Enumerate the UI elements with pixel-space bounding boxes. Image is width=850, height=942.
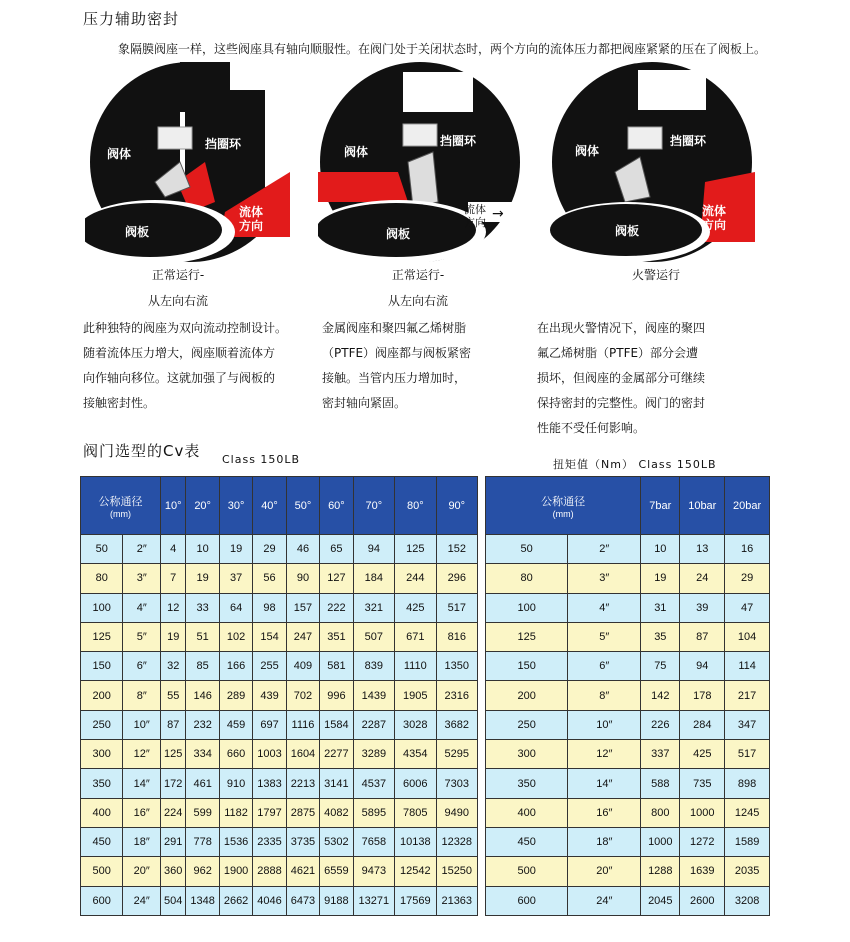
- table-row: [486, 535, 770, 564]
- table-cell: 459: [219, 710, 252, 739]
- table-cell: 29: [253, 535, 286, 564]
- table-cell: 1350: [436, 652, 477, 681]
- table-cell: 12542: [395, 857, 436, 886]
- cv-table-title: 阀门选型的Cv表: [83, 442, 201, 460]
- table-cell: 1000: [680, 798, 725, 827]
- table-cell: 16: [725, 535, 770, 564]
- table-row: [81, 857, 478, 886]
- table-row: [486, 710, 770, 739]
- cv-header-col: 80°: [395, 477, 436, 535]
- table-cell: 1383: [253, 769, 286, 798]
- valve-body-label: 阀体: [344, 145, 369, 159]
- table-cell: 2″: [123, 535, 161, 564]
- table-cell: 14″: [568, 769, 641, 798]
- table-cell: 217: [725, 681, 770, 710]
- table-cell: 10″: [568, 710, 641, 739]
- table-row: [81, 535, 478, 564]
- table-row: [81, 827, 478, 856]
- valve-seat-illustration: [550, 62, 755, 262]
- table-cell: 85: [186, 652, 219, 681]
- valve-disc-label: 阀板: [125, 225, 150, 239]
- retaining-ring-label: 挡圈环: [440, 134, 477, 148]
- table-cell: 735: [680, 769, 725, 798]
- table-row: [81, 798, 478, 827]
- valve-seat-illustration: [318, 62, 523, 262]
- table-cell: 47: [725, 593, 770, 622]
- table-cell: 507: [353, 622, 394, 651]
- table-cell: 98: [253, 593, 286, 622]
- table-cell: 439: [253, 681, 286, 710]
- table-cell: 7658: [353, 827, 394, 856]
- table-cell: 104: [725, 622, 770, 651]
- table-cell: 6559: [320, 857, 353, 886]
- table-cell: 3289: [353, 740, 394, 769]
- table-cell: 581: [320, 652, 353, 681]
- table-cell: 517: [725, 740, 770, 769]
- table-cell: 7805: [395, 798, 436, 827]
- table-cell: 800: [641, 798, 680, 827]
- table-cell: 19: [161, 622, 186, 651]
- table-cell: 125: [395, 535, 436, 564]
- table-cell: 778: [186, 827, 219, 856]
- table-cell: 24: [680, 564, 725, 593]
- table-cell: 114: [725, 652, 770, 681]
- table-cell: 6006: [395, 769, 436, 798]
- table-cell: 16″: [568, 798, 641, 827]
- table-cell: 3″: [123, 564, 161, 593]
- table-cell: 6473: [286, 886, 319, 915]
- table-cell: 125: [81, 622, 123, 651]
- table-cell: 1604: [286, 740, 319, 769]
- cv-class-label: Class 150LB: [222, 453, 301, 466]
- table-cell: 64: [219, 593, 252, 622]
- table-cell: 80: [81, 564, 123, 593]
- table-cell: 10: [186, 535, 219, 564]
- table-cell: 3682: [436, 710, 477, 739]
- table-cell: 3208: [725, 886, 770, 915]
- table-cell: 898: [725, 769, 770, 798]
- table-cell: 5″: [123, 622, 161, 651]
- table-cell: 200: [486, 681, 568, 710]
- table-row: [81, 622, 478, 651]
- table-cell: 839: [353, 652, 394, 681]
- retaining-ring-label: 挡圈环: [670, 134, 707, 148]
- table-cell: 33: [186, 593, 219, 622]
- table-cell: 1639: [680, 857, 725, 886]
- cv-header-size: 公称通径 (mm): [81, 477, 161, 535]
- table-cell: 450: [81, 827, 123, 856]
- table-row: [81, 710, 478, 739]
- table-cell: 4621: [286, 857, 319, 886]
- table-cell: 2888: [253, 857, 286, 886]
- table-row: [81, 740, 478, 769]
- table-cell: 20″: [568, 857, 641, 886]
- table-cell: 247: [286, 622, 319, 651]
- table-cell: 65: [320, 535, 353, 564]
- flow-direction-label: 流体方向: [238, 205, 263, 233]
- table-cell: 142: [641, 681, 680, 710]
- table-cell: 2335: [253, 827, 286, 856]
- table-cell: 1584: [320, 710, 353, 739]
- table-cell: 6″: [123, 652, 161, 681]
- table-cell: 500: [81, 857, 123, 886]
- retaining-ring-label: 挡圈环: [205, 137, 242, 151]
- table-cell: 2316: [436, 681, 477, 710]
- torque-header-size: 公称通径 (mm): [486, 477, 641, 535]
- table-row: [486, 798, 770, 827]
- table-cell: 1288: [641, 857, 680, 886]
- table-cell: 102: [219, 622, 252, 651]
- table-cell: 232: [186, 710, 219, 739]
- table-cell: 5295: [436, 740, 477, 769]
- table-cell: 300: [486, 740, 568, 769]
- table-cell: 94: [353, 535, 394, 564]
- table-cell: 4354: [395, 740, 436, 769]
- table-cell: 2213: [286, 769, 319, 798]
- table-cell: 1900: [219, 857, 252, 886]
- table-cell: 8″: [123, 681, 161, 710]
- table-cell: 347: [725, 710, 770, 739]
- cv-header-col: 10°: [161, 477, 186, 535]
- table-cell: 3″: [568, 564, 641, 593]
- table-cell: 600: [81, 886, 123, 915]
- table-cell: 350: [81, 769, 123, 798]
- table-cell: 9490: [436, 798, 477, 827]
- table-cell: 46: [286, 535, 319, 564]
- table-row: [486, 622, 770, 651]
- flow-direction-label: 流体方向: [701, 204, 726, 232]
- table-cell: 16″: [123, 798, 161, 827]
- table-cell: 599: [186, 798, 219, 827]
- table-cell: 55: [161, 681, 186, 710]
- table-cell: 51: [186, 622, 219, 651]
- table-cell: 80: [486, 564, 568, 593]
- table-cell: 697: [253, 710, 286, 739]
- table-cell: 10138: [395, 827, 436, 856]
- table-cell: 1905: [395, 681, 436, 710]
- table-cell: 461: [186, 769, 219, 798]
- table-row: [81, 564, 478, 593]
- table-cell: 4046: [253, 886, 286, 915]
- table-cell: 154: [253, 622, 286, 651]
- table-cell: 50: [81, 535, 123, 564]
- table-cell: 5895: [353, 798, 394, 827]
- table-cell: 296: [436, 564, 477, 593]
- table-cell: 12328: [436, 827, 477, 856]
- table-cell: 150: [81, 652, 123, 681]
- table-cell: 1245: [725, 798, 770, 827]
- table-cell: 504: [161, 886, 186, 915]
- table-cell: 178: [680, 681, 725, 710]
- table-cell: 409: [286, 652, 319, 681]
- table-cell: 127: [320, 564, 353, 593]
- table-row: [81, 769, 478, 798]
- table-cell: 10″: [123, 710, 161, 739]
- table-cell: 6″: [568, 652, 641, 681]
- table-cell: 1003: [253, 740, 286, 769]
- table-cell: 17569: [395, 886, 436, 915]
- torque-header-col: 10bar: [680, 477, 725, 535]
- table-cell: 14″: [123, 769, 161, 798]
- table-cell: 702: [286, 681, 319, 710]
- table-cell: 1439: [353, 681, 394, 710]
- cv-header-col: 90°: [436, 477, 477, 535]
- table-cell: 4″: [123, 593, 161, 622]
- cv-table: [80, 476, 478, 916]
- table-cell: 500: [486, 857, 568, 886]
- cv-header-col: 20°: [186, 477, 219, 535]
- table-row: [486, 564, 770, 593]
- flow-direction-label: 流体方向: [464, 203, 486, 229]
- table-cell: 100: [486, 593, 568, 622]
- table-cell: 4: [161, 535, 186, 564]
- table-cell: 15250: [436, 857, 477, 886]
- valve-body-label: 阀体: [107, 147, 132, 161]
- table-cell: 13: [680, 535, 725, 564]
- table-cell: 35: [641, 622, 680, 651]
- table-cell: 3141: [320, 769, 353, 798]
- table-cell: 2287: [353, 710, 394, 739]
- table-row: [486, 769, 770, 798]
- table-cell: 244: [395, 564, 436, 593]
- table-cell: 166: [219, 652, 252, 681]
- table-cell: 5″: [568, 622, 641, 651]
- table-cell: 125: [486, 622, 568, 651]
- cv-header-col: 70°: [353, 477, 394, 535]
- table-cell: 425: [395, 593, 436, 622]
- table-row: [486, 652, 770, 681]
- table-cell: 400: [486, 798, 568, 827]
- arrow-right-icon: →: [492, 206, 504, 222]
- valve-disc-label: 阀板: [615, 224, 640, 238]
- valve-disc-label: 阀板: [386, 227, 411, 241]
- table-cell: 255: [253, 652, 286, 681]
- table-cell: 289: [219, 681, 252, 710]
- torque-header-col: 7bar: [641, 477, 680, 535]
- table-cell: 18″: [123, 827, 161, 856]
- table-row: [81, 886, 478, 915]
- table-cell: 2035: [725, 857, 770, 886]
- table-cell: 450: [486, 827, 568, 856]
- table-cell: 4082: [320, 798, 353, 827]
- table-cell: 184: [353, 564, 394, 593]
- table-cell: 125: [161, 740, 186, 769]
- table-cell: 32: [161, 652, 186, 681]
- table-cell: 1797: [253, 798, 286, 827]
- table-cell: 9188: [320, 886, 353, 915]
- table-cell: 910: [219, 769, 252, 798]
- valve-diagram-pressure: [318, 62, 523, 262]
- table-cell: 31: [641, 593, 680, 622]
- table-cell: 37: [219, 564, 252, 593]
- table-cell: 100: [81, 593, 123, 622]
- caption-diagram-1: 正常运行- 从左向右流: [147, 268, 208, 308]
- table-cell: 1348: [186, 886, 219, 915]
- table-cell: 12″: [123, 740, 161, 769]
- valve-diagram-fire: [550, 62, 755, 262]
- table-cell: 2″: [568, 535, 641, 564]
- section-title: 压力辅助密封: [83, 10, 180, 28]
- caption-diagram-2: 正常运行- 从左向右流: [387, 268, 448, 308]
- table-row: [486, 740, 770, 769]
- table-cell: 816: [436, 622, 477, 651]
- table-cell: 29: [725, 564, 770, 593]
- description-2: 金属阀座和聚四氟乙烯树脂 （PTFE）阀座都与阀板紧密 接触。当管内压力增加时， 密封轴向紧固。: [322, 321, 472, 410]
- intro-text: 象隔膜阀座一样，这些阀座具有轴向顺服性。在阀门处于关闭状态时，两个方向的流体压力都把阀座紧紧的压在了阀板上。: [118, 42, 767, 56]
- table-cell: 12″: [568, 740, 641, 769]
- table-cell: 337: [641, 740, 680, 769]
- caption-diagram-3: 火警运行: [631, 268, 680, 282]
- table-cell: 226: [641, 710, 680, 739]
- table-cell: 146: [186, 681, 219, 710]
- description-1: 此种独特的阀座为双向流动控制设计。 随着流体压力增大，阀座顺着流体方 向作轴向移位。这就加强了与阀板的 接触密封性。: [83, 321, 288, 410]
- table-cell: 24″: [568, 886, 641, 915]
- table-cell: 2662: [219, 886, 252, 915]
- table-cell: 300: [81, 740, 123, 769]
- table-cell: 94: [680, 652, 725, 681]
- table-cell: 10: [641, 535, 680, 564]
- cv-header-col: 50°: [286, 477, 319, 535]
- table-cell: 1536: [219, 827, 252, 856]
- table-cell: 172: [161, 769, 186, 798]
- torque-table-title: 扭矩值（Nm） Class 150LB: [553, 458, 717, 471]
- table-row: [81, 593, 478, 622]
- table-cell: 87: [680, 622, 725, 651]
- table-cell: 8″: [568, 681, 641, 710]
- table-cell: 150: [486, 652, 568, 681]
- table-row: [486, 681, 770, 710]
- table-cell: 360: [161, 857, 186, 886]
- table-cell: 1000: [641, 827, 680, 856]
- table-cell: 1589: [725, 827, 770, 856]
- table-cell: 9473: [353, 857, 394, 886]
- table-cell: 75: [641, 652, 680, 681]
- table-cell: 50: [486, 535, 568, 564]
- table-cell: 2600: [680, 886, 725, 915]
- table-cell: 400: [81, 798, 123, 827]
- table-cell: 90: [286, 564, 319, 593]
- table-cell: 996: [320, 681, 353, 710]
- table-cell: 1272: [680, 827, 725, 856]
- table-cell: 350: [486, 769, 568, 798]
- table-cell: 2045: [641, 886, 680, 915]
- torque-table: [485, 476, 770, 916]
- table-cell: 291: [161, 827, 186, 856]
- table-cell: 222: [320, 593, 353, 622]
- table-cell: 1182: [219, 798, 252, 827]
- table-cell: 517: [436, 593, 477, 622]
- table-cell: 20″: [123, 857, 161, 886]
- table-cell: 224: [161, 798, 186, 827]
- table-row: [486, 827, 770, 856]
- table-cell: 660: [219, 740, 252, 769]
- torque-header-col: 20bar: [725, 477, 770, 535]
- table-cell: 7303: [436, 769, 477, 798]
- table-cell: 284: [680, 710, 725, 739]
- table-row: [486, 886, 770, 915]
- table-row: [486, 593, 770, 622]
- table-cell: 7: [161, 564, 186, 593]
- table-cell: 1116: [286, 710, 319, 739]
- table-cell: 2875: [286, 798, 319, 827]
- table-cell: 3028: [395, 710, 436, 739]
- cv-header-col: 30°: [219, 477, 252, 535]
- table-cell: 2277: [320, 740, 353, 769]
- valve-body-label: 阀体: [575, 144, 600, 158]
- table-cell: 39: [680, 593, 725, 622]
- table-cell: 18″: [568, 827, 641, 856]
- table-cell: 200: [81, 681, 123, 710]
- table-cell: 588: [641, 769, 680, 798]
- cv-header-col: 60°: [320, 477, 353, 535]
- table-cell: 157: [286, 593, 319, 622]
- table-row: [81, 681, 478, 710]
- table-row: [81, 652, 478, 681]
- table-cell: 3735: [286, 827, 319, 856]
- table-cell: 19: [641, 564, 680, 593]
- table-cell: 152: [436, 535, 477, 564]
- table-cell: 250: [486, 710, 568, 739]
- table-cell: 1110: [395, 652, 436, 681]
- table-cell: 600: [486, 886, 568, 915]
- table-cell: 4″: [568, 593, 641, 622]
- table-cell: 321: [353, 593, 394, 622]
- table-cell: 19: [186, 564, 219, 593]
- table-cell: 24″: [123, 886, 161, 915]
- table-cell: 12: [161, 593, 186, 622]
- table-cell: 4537: [353, 769, 394, 798]
- table-cell: 671: [395, 622, 436, 651]
- table-cell: 87: [161, 710, 186, 739]
- table-cell: 5302: [320, 827, 353, 856]
- table-cell: 425: [680, 740, 725, 769]
- table-cell: 19: [219, 535, 252, 564]
- table-cell: 334: [186, 740, 219, 769]
- valve-diagram-left-to-right: [85, 62, 290, 262]
- table-cell: 21363: [436, 886, 477, 915]
- cv-header-col: 40°: [253, 477, 286, 535]
- table-cell: 250: [81, 710, 123, 739]
- description-3: 在出现火警情况下，阀座的聚四 氟乙烯树脂（PTFE）部分会遭 损坏，但阀座的金属部分可继续 保持密封的完整性。阀门的密封 性能不受任何影响。: [537, 321, 706, 435]
- table-cell: 56: [253, 564, 286, 593]
- table-cell: 351: [320, 622, 353, 651]
- table-cell: 962: [186, 857, 219, 886]
- table-row: [486, 857, 770, 886]
- table-cell: 13271: [353, 886, 394, 915]
